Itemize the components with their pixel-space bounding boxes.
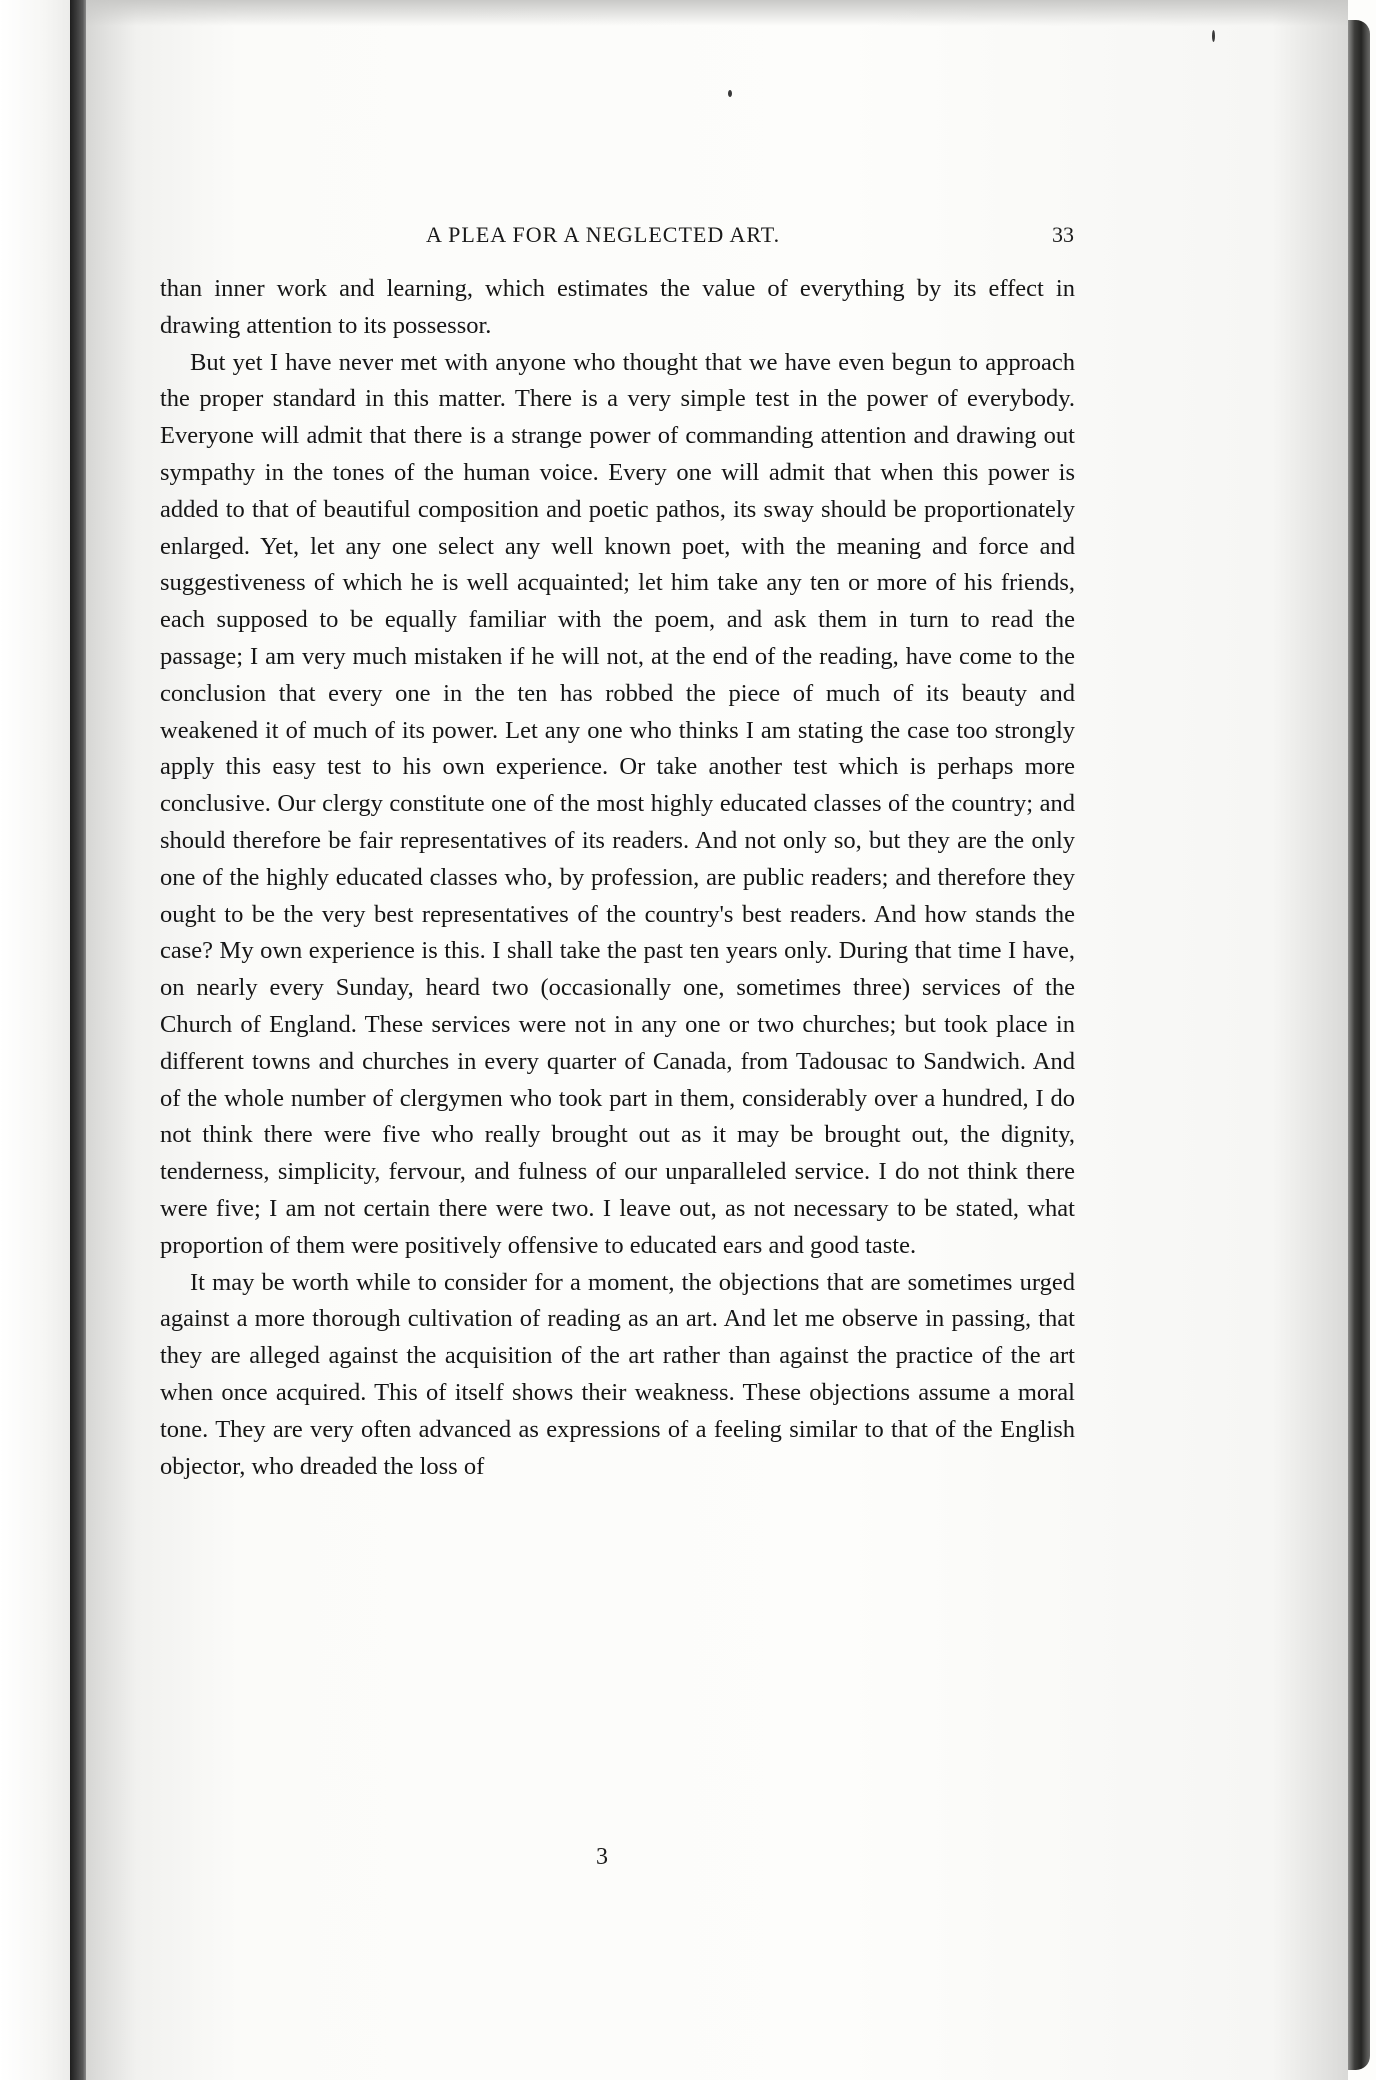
page-number: 33 [1052, 222, 1074, 247]
previous-page-margin [0, 0, 70, 2080]
paragraph-objections: It may be worth while to consider for a moment, the objections that are sometimes urged against a more thorough cultivation of reading as an art. And let me observe in passing, that they are alleged against the acquisition of the art rather than against the practice of the art when once acquired. This of itself shows their weakness. These objections assume a moral tone. They are very often advanced as expressions of a feeling similar to that of the English objector, who dreaded the loss of [160, 1268, 1075, 1480]
signature-mark: 3 [596, 1844, 608, 1870]
ink-speck [728, 90, 732, 97]
running-header [160, 218, 1094, 258]
paragraph-continuation: than inner work and learning, which estimates the value of everything by its effect in drawing attention to its possessor. [160, 275, 1075, 339]
body-text [160, 271, 1075, 1485]
paragraph-clergy-test: But yet I have never met with anyone who thought that we have even begun to approach the proper standard in this matter. There is a very simple test in the power of everybody. Everyone will admit that there is a strange power of commanding attention and drawing out sympathy in the tones of the human voice. Every one will admit that when this power is added to that of beautiful composition and poetic pathos, its sway should be proportionately enlarged. Yet, let any one select any well known poet, with the meaning and force and suggestiveness of which he is well acquainted; let him take any ten or more of his friends, each supposed to be equally familiar with the poem, and ask them in turn to read the passage; I am very much mistaken if he will not, at the end of the reading, have come to the conclusion that every one in the ten has robbed the piece of much of its beauty and weakened it of much of its power. Let any one who thinks I am stating the case too strongly apply this easy test to his own experience. Or take another test which is perhaps more conclusive. Our clergy constitute one of the most highly educated classes of the country; and should therefore be fair representatives of its readers. And not only so, but they are the only one of the highly educated classes who, by profession, are public readers; and therefore they ought to be the very best representatives of the country's best readers. And how stands the case? My own experience is this. I shall take the past ten years only. During that time I have, on nearly every Sunday, heard two (occasionally one, sometimes three) services of the Church of England. These services were not in any one or two churches; but took place in different towns and churches in every quarter of Canada, from Tadousac to Sandwich. And of the whole number of clergymen who took part in them, considerably over a hundred, I do not think there were five who really brought out as it may be brought out, the dignity, tenderness, simplicity, fervour, and fulness of our unparalleled service. I do not think there were five; I am not certain there were two. I leave out, as not necessary to be stated, what proportion of them were positively offensive to educated ears and good taste. [160, 348, 1075, 1259]
ink-speck [1212, 30, 1215, 42]
book-spine [70, 0, 86, 2080]
page-edge-shadow [1348, 20, 1370, 2070]
page-top-shadow [86, 0, 1348, 26]
running-title: A PLEA FOR A NEGLECTED ART. [426, 222, 781, 247]
